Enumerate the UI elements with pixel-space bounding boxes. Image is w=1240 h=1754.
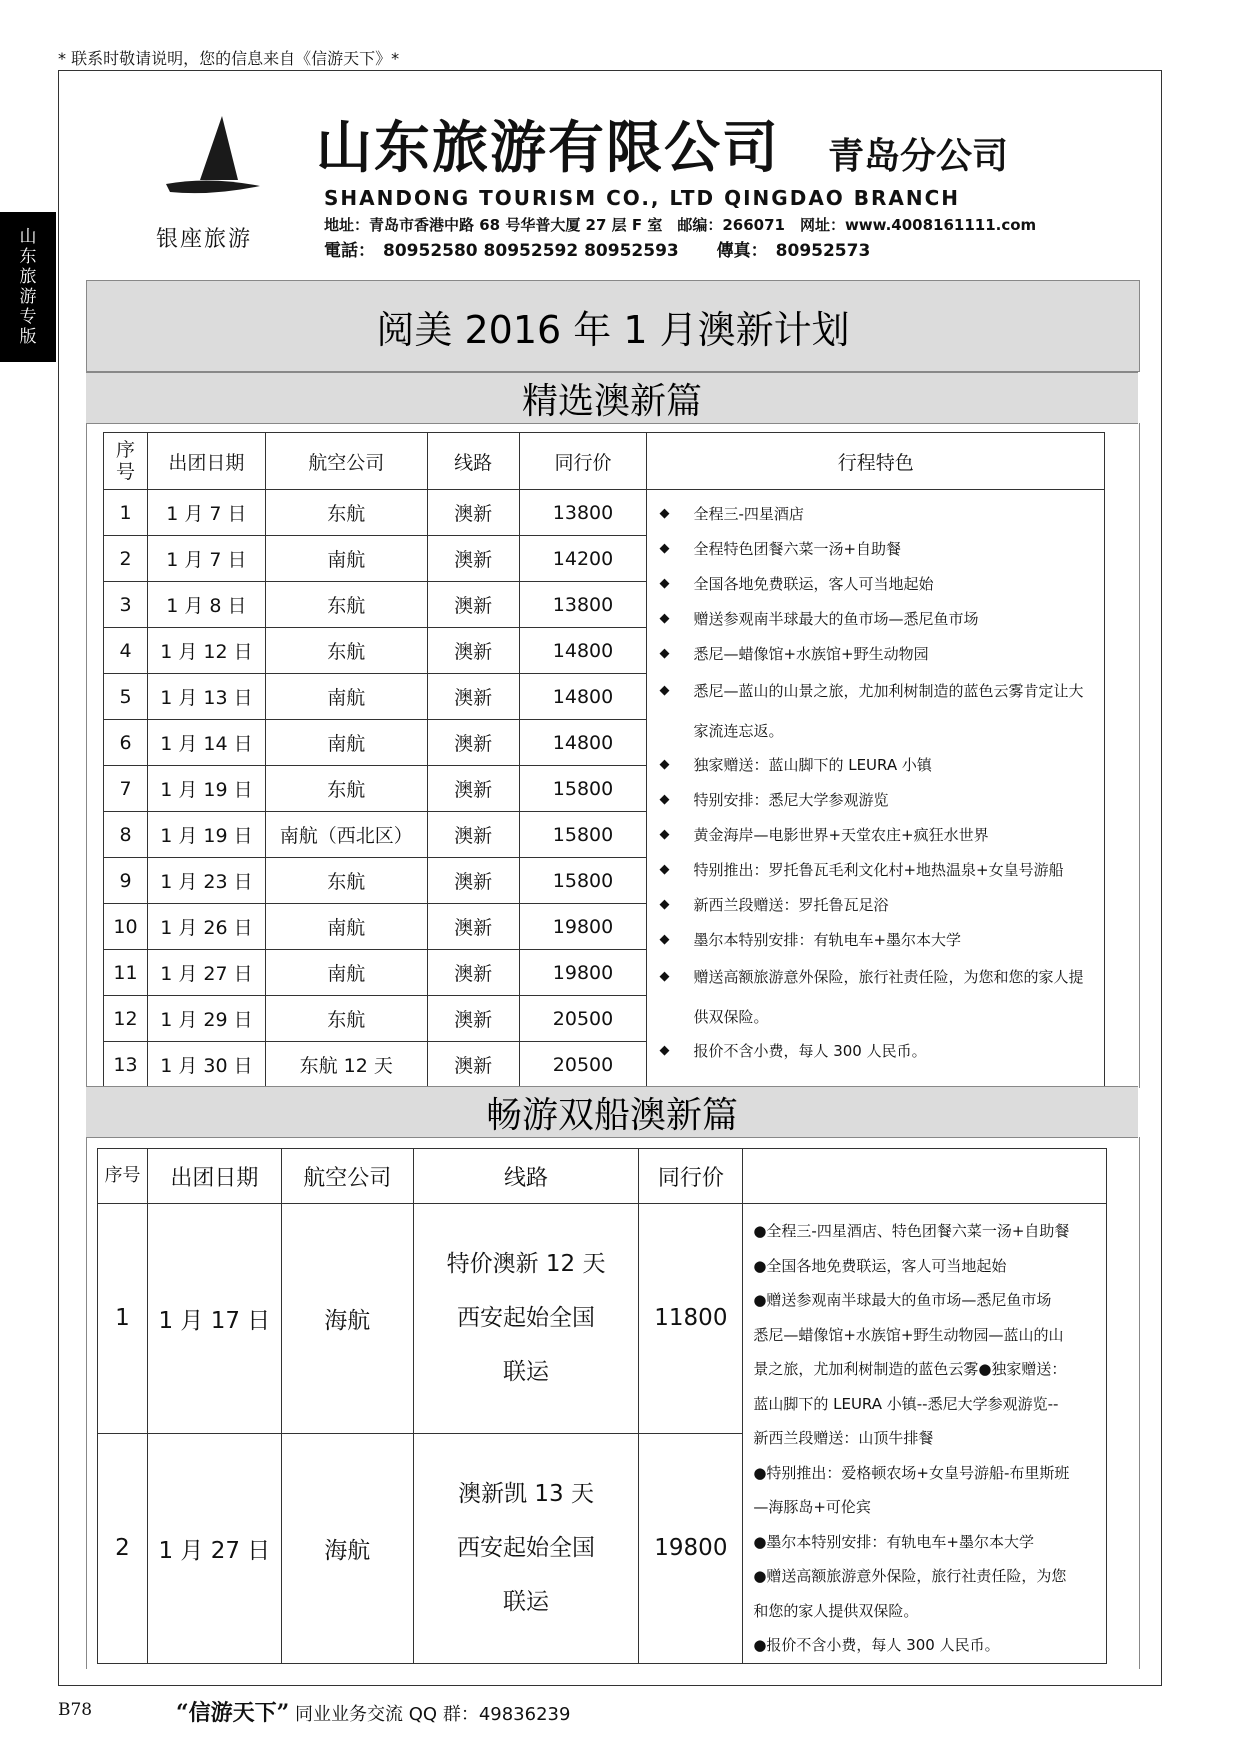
cell-price: 15800 (519, 858, 647, 904)
feature-line: 和您的家人提供双保险。 (753, 1601, 919, 1620)
cell-airline: 东航 (265, 996, 427, 1042)
cell-date: 1 月 29 日 (147, 996, 265, 1042)
cell-date: 1 月 23 日 (147, 858, 265, 904)
diamond-bullet-icon: ◆ (659, 1043, 670, 1058)
diamond-bullet-icon: ◆ (659, 827, 670, 842)
diamond-bullet-icon: ◆ (659, 862, 670, 877)
header-date: 出团日期 (147, 433, 265, 490)
cell-date: 1 月 30 日 (147, 1042, 265, 1088)
cell-price: 15800 (519, 812, 647, 858)
header-airline: 航空公司 (265, 433, 427, 490)
feature-line: ●全程三-四星酒店、特色团餐六菜一汤+自助餐 (753, 1222, 1070, 1240)
cell-no: 1 (98, 1204, 148, 1434)
feature-text: 特别安排：悉尼大学参观游览 (693, 791, 889, 809)
cell-date: 1 月 27 日 (147, 1433, 281, 1663)
cell-no: 5 (104, 674, 148, 720)
cell-airline: 南航 (265, 720, 427, 766)
logo-caption: 银座旅游 (156, 227, 253, 252)
cell-no: 8 (104, 812, 148, 858)
cell-route: 澳新 (427, 904, 519, 950)
feature-text: 特别推出：罗托鲁瓦毛利文化村+地热温泉+女皇号游船 (693, 861, 1064, 879)
feature-item (659, 671, 1096, 751)
feature-text: 墨尔本特别安排：有轨电车+墨尔本大学 (693, 931, 962, 949)
header-price: 同行价 (519, 433, 647, 490)
cell-route: 澳新 (427, 766, 519, 812)
route-line: 联运 (503, 1589, 550, 1616)
cell-route: 澳新 (427, 812, 519, 858)
company-logo (160, 110, 270, 210)
cell-airline: 南航（西北区） (265, 812, 427, 858)
company-name-en: SHANDONG TOURISM CO., LTD QINGDAO BRANCH (324, 186, 961, 210)
table-header-row (104, 433, 1105, 490)
cell-airline: 海航 (281, 1204, 413, 1434)
cell-airline: 海航 (281, 1433, 413, 1663)
feature-text: 全国各地免费联运，客人可当地起始 (693, 575, 934, 593)
feature-item (659, 930, 1096, 950)
cell-date: 1 月 13 日 (147, 674, 265, 720)
cell-airline: 东航 (265, 582, 427, 628)
side-tab (0, 212, 56, 362)
cell-no: 4 (104, 628, 148, 674)
cell-route: 澳新 (427, 674, 519, 720)
route-line: 特价澳新 12 天 (446, 1251, 606, 1278)
section1-table (103, 432, 1105, 1088)
cell-airline: 南航 (265, 674, 427, 720)
cell-price: 11800 (639, 1204, 743, 1434)
diamond-bullet-icon: ◆ (659, 792, 670, 807)
cell-price: 20500 (519, 1042, 647, 1088)
feature-item (659, 790, 1096, 810)
main-title: 阅美 2016 年 1 月澳新计划 (86, 280, 1140, 372)
table-header-row (98, 1149, 1107, 1204)
cell-date: 1 月 14 日 (147, 720, 265, 766)
cell-date: 1 月 19 日 (147, 766, 265, 812)
diamond-bullet-icon: ◆ (659, 969, 670, 984)
cell-route: 澳新 (427, 628, 519, 674)
feature-text: 新西兰段赠送：罗托鲁瓦足浴 (693, 896, 889, 914)
section1-title: 精选澳新篇 (86, 372, 1138, 424)
feature-text: 悉尼—蓝山的山景之旅，尤加利树制造的蓝色云雾肯定让大家流连忘返。 (693, 682, 1084, 740)
feature-text: 黄金海岸—电影世界+天堂农庄+疯狂水世界 (693, 826, 989, 844)
cell-airline: 南航 (265, 904, 427, 950)
cell-airline: 东航 (265, 858, 427, 904)
cell-route: 澳新 (427, 996, 519, 1042)
header-route: 线路 (413, 1149, 639, 1204)
footer-qq-text: 同业业务交流 QQ 群：49836239 (295, 1704, 571, 1725)
company-phones (324, 236, 878, 261)
feature-item (659, 825, 1096, 845)
cell-date: 1 月 7 日 (147, 536, 265, 582)
cell-price: 13800 (519, 490, 647, 536)
feature-text: 全程三-四星酒店 (693, 505, 804, 523)
footer-brand: “信游天下” (176, 1700, 290, 1726)
table-row (104, 490, 1105, 536)
diamond-bullet-icon: ◆ (659, 611, 670, 626)
cell-price: 19800 (519, 904, 647, 950)
cell-route: 澳新 (427, 950, 519, 996)
cell-route: 澳新 (427, 858, 519, 904)
feature-line: ●特别推出：爱格顿农场+女皇号游船-布里斯班 (753, 1463, 1070, 1482)
side-tab-label: 山东旅游专版 (19, 227, 37, 347)
cell-price: 19800 (519, 950, 647, 996)
page-number: B78 (58, 1700, 93, 1720)
cell-price: 14200 (519, 536, 647, 582)
cell-airline: 东航 (265, 490, 427, 536)
feature-item (659, 895, 1096, 915)
feature-item (659, 1041, 1096, 1061)
feature-line: 新西兰段赠送：山顶牛排餐 (753, 1429, 934, 1447)
feature-line: ●墨尔本特别安排：有轨电车+墨尔本大学 (753, 1532, 1035, 1551)
footer-qq (176, 1696, 570, 1727)
cell-no: 10 (104, 904, 148, 950)
diamond-bullet-icon: ◆ (659, 541, 670, 556)
cell-date: 1 月 12 日 (147, 628, 265, 674)
feature-item (659, 644, 1096, 664)
diamond-bullet-icon: ◆ (659, 683, 670, 698)
cell-date: 1 月 27 日 (147, 950, 265, 996)
header-seq: 序号 (104, 433, 148, 490)
cell-no: 1 (104, 490, 148, 536)
header-features: 行程特色 (647, 433, 1105, 490)
feature-text: 报价不含小费，每人 300 人民币。 (693, 1042, 927, 1060)
cell-price: 14800 (519, 628, 647, 674)
cell-price: 19800 (639, 1433, 743, 1663)
header-price: 同行价 (639, 1149, 743, 1204)
feature-item (659, 755, 1096, 775)
cell-airline: 南航 (265, 950, 427, 996)
header-seq: 序号 (98, 1149, 148, 1204)
feature-text: 赠送高额旅游意外保险，旅行社责任险，为您和您的家人提供双保险。 (693, 968, 1084, 1026)
cell-route (413, 1433, 639, 1663)
feature-item (659, 609, 1096, 629)
cell-price: 14800 (519, 674, 647, 720)
fax-number: 80952573 (775, 241, 871, 261)
feature-text: 独家赠送：蓝山脚下的 LEURA 小镇 (693, 756, 932, 774)
cell-date: 1 月 17 日 (147, 1204, 281, 1434)
feature-item (659, 957, 1096, 1037)
section2-table (97, 1148, 1107, 1664)
cell-route: 澳新 (427, 536, 519, 582)
feature-item (659, 539, 1096, 559)
feature-line: 景之旅，尤加利树制造的蓝色云雾●独家赠送： (753, 1360, 1067, 1378)
feature-line: ●赠送参观南半球最大的鱼市场—悉尼鱼市场 (753, 1291, 1052, 1309)
diamond-bullet-icon: ◆ (659, 506, 670, 521)
cell-route: 澳新 (427, 490, 519, 536)
features-cell (743, 1204, 1107, 1664)
route-line: 联运 (503, 1359, 550, 1386)
phone-numbers: 80952580 80952592 80952593 (383, 241, 679, 261)
header-date: 出团日期 (147, 1149, 281, 1204)
cell-no: 6 (104, 720, 148, 766)
feature-item (659, 504, 1096, 524)
logo-sail-shape (200, 116, 238, 180)
diamond-bullet-icon: ◆ (659, 932, 670, 947)
cell-airline: 东航 12 天 (265, 1042, 427, 1088)
cell-route (413, 1204, 639, 1434)
diamond-bullet-icon: ◆ (659, 576, 670, 591)
cell-price: 14800 (519, 720, 647, 766)
cell-route: 澳新 (427, 720, 519, 766)
header-features (743, 1149, 1107, 1204)
feature-text: 全程特色团餐六菜一汤+自助餐 (693, 540, 902, 558)
feature-line: 悉尼—蜡像馆+水族馆+野生动物园—蓝山的山 (753, 1325, 1064, 1344)
cell-no: 9 (104, 858, 148, 904)
cell-airline: 东航 (265, 766, 427, 812)
route-line: 西安起始全国 (457, 1305, 596, 1332)
company-branch: 青岛分公司 (828, 135, 1009, 177)
feature-line: 蓝山脚下的 LEURA 小镇--悉尼大学参观游览-- (753, 1394, 1059, 1413)
diamond-bullet-icon: ◆ (659, 757, 670, 772)
feature-line: ●全国各地免费联运，客人可当地起始 (753, 1256, 1007, 1275)
feature-text: 赠送参观南半球最大的鱼市场—悉尼鱼市场 (693, 610, 979, 628)
cell-airline: 东航 (265, 628, 427, 674)
top-note: * 联系时敬请说明，您的信息来自《信游天下》* (58, 49, 400, 68)
cell-no: 11 (104, 950, 148, 996)
cell-date: 1 月 19 日 (147, 812, 265, 858)
feature-item (659, 860, 1096, 880)
route-line: 澳新凯 13 天 (458, 1481, 594, 1508)
diamond-bullet-icon: ◆ (659, 646, 670, 661)
cell-date: 1 月 7 日 (147, 490, 265, 536)
cell-date: 1 月 8 日 (147, 582, 265, 628)
feature-text: 悉尼—蜡像馆+水族馆+野生动物园 (693, 645, 929, 663)
cell-price: 13800 (519, 582, 647, 628)
cell-no: 2 (98, 1433, 148, 1663)
feature-item (659, 574, 1096, 594)
cell-airline: 南航 (265, 536, 427, 582)
phone-label: 電話： (324, 241, 375, 261)
section2-title: 畅游双船澳新篇 (86, 1086, 1138, 1138)
diamond-bullet-icon: ◆ (659, 897, 670, 912)
fax-label: 傳真： (716, 241, 768, 261)
cell-date: 1 月 26 日 (147, 904, 265, 950)
header-route: 线路 (427, 433, 519, 490)
logo-wave-shape (166, 180, 260, 193)
route-line: 西安起始全国 (457, 1535, 596, 1562)
company-address: 地址：青岛市香港中路 68 号华普大厦 27 层 F 室 邮编：266071 网址：www.4008161111.com (324, 216, 1037, 234)
features-cell (647, 490, 1105, 1088)
cell-no: 2 (104, 536, 148, 582)
feature-line: ●赠送高额旅游意外保险，旅行社责任险，为您 (753, 1567, 1067, 1585)
cell-price: 20500 (519, 996, 647, 1042)
cell-price: 15800 (519, 766, 647, 812)
feature-line: ●报价不含小费，每人 300 人民币。 (753, 1636, 1000, 1654)
company-name-cn: 山东旅游有限公司 (316, 115, 780, 181)
feature-line: —海豚岛+可伦宾 (753, 1498, 871, 1516)
table-row (98, 1204, 1107, 1434)
header-airline: 航空公司 (281, 1149, 413, 1204)
cell-no: 12 (104, 996, 148, 1042)
cell-route: 澳新 (427, 582, 519, 628)
cell-no: 7 (104, 766, 148, 812)
cell-no: 3 (104, 582, 148, 628)
cell-route: 澳新 (427, 1042, 519, 1088)
cell-no: 13 (104, 1042, 148, 1088)
